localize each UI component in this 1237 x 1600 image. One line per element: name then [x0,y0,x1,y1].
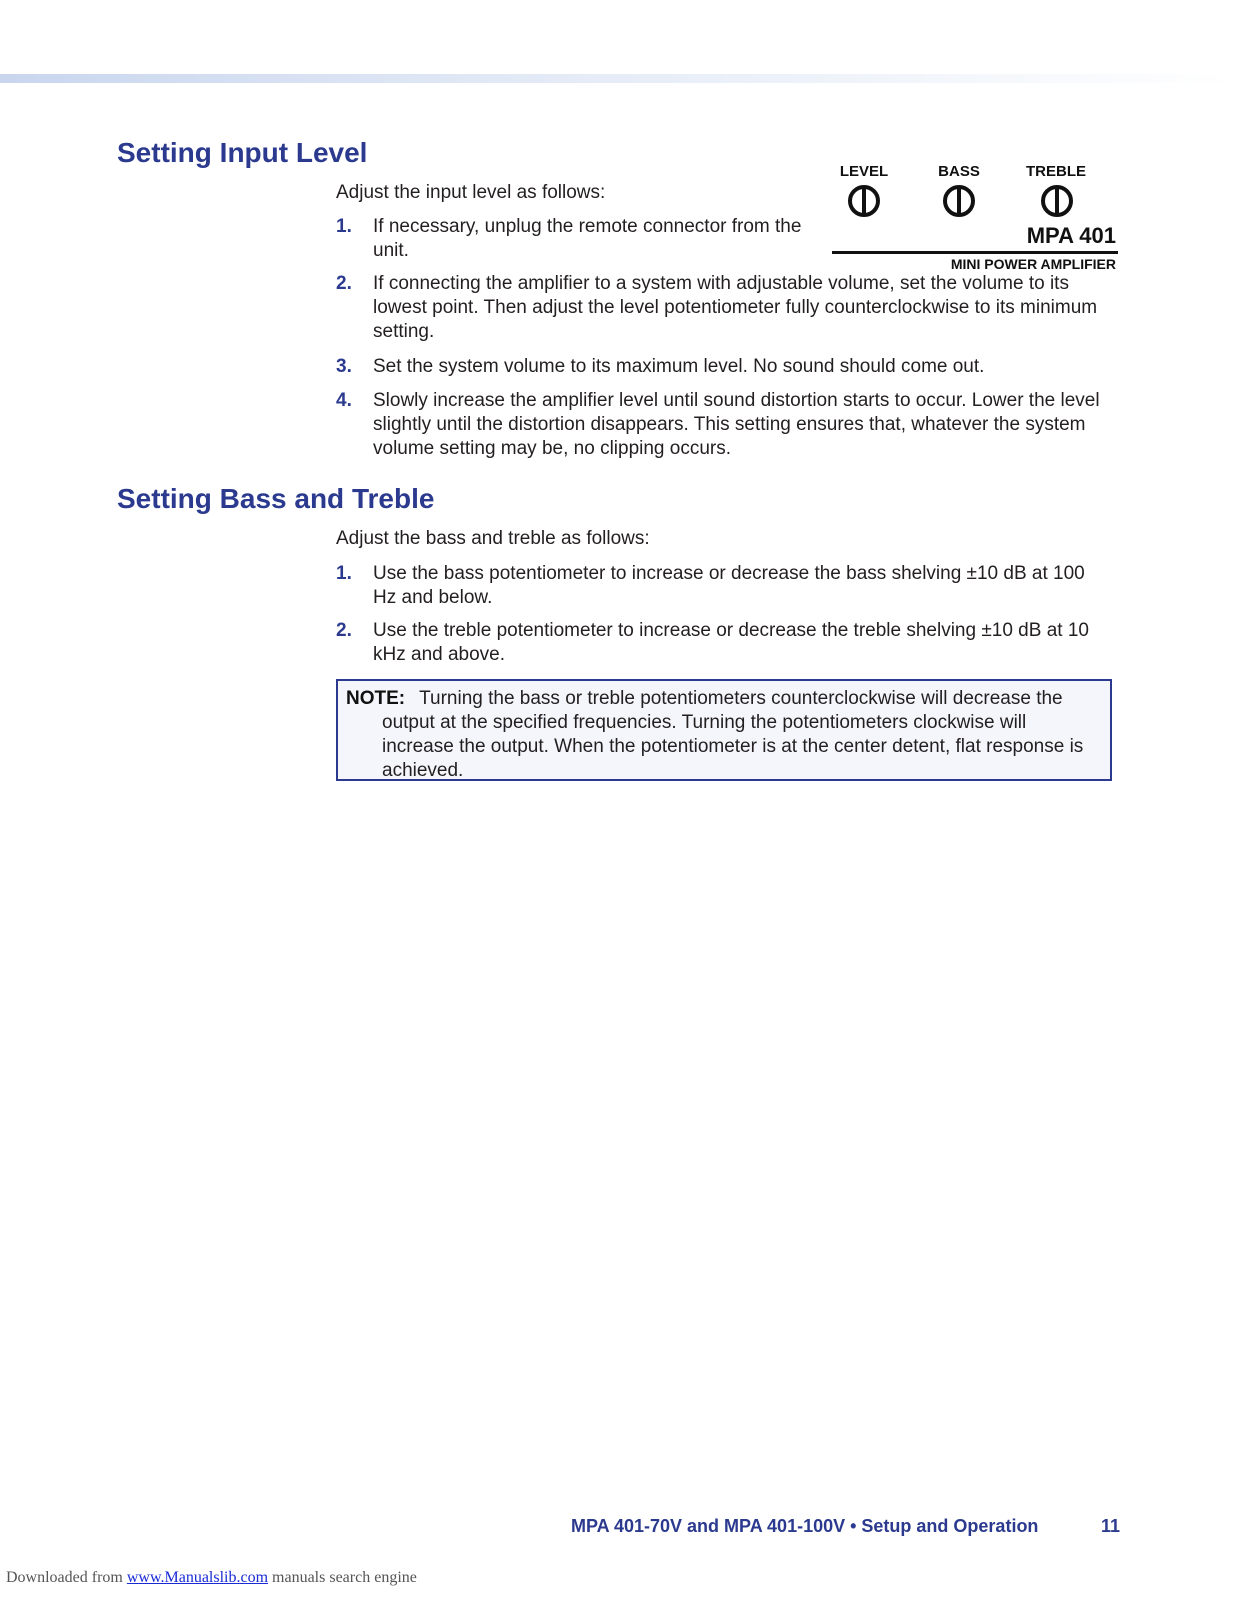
input-level-intro: Adjust the input level as follows: [336,182,606,203]
knob-label-treble: TREBLE [1026,163,1086,180]
knob-label-level: LEVEL [839,163,889,180]
step-text: Use the bass potentiometer to increase or decrease the bass shelving ±10 dB at 100 Hz and below. [373,563,1085,608]
input-level-step-3 [336,355,1126,379]
model-name: MPA 401 [1026,223,1116,248]
front-panel-diagram [832,155,1122,275]
step-number: 2. [336,273,352,294]
note-text: Turning the bass or treble potentiometers counterclockwise will decrease the output at the specified frequencies. Turning the potentiometers clockwise will increase the output. When the potentiometer is at the center detent, flat response is achieved. [382,688,1084,781]
bass-treble-step-2 [336,619,1096,667]
bass-knob-icon [942,184,976,218]
step-text: If necessary, unplug the remote connector from the unit. [373,216,802,261]
step-number: 1. [336,563,352,584]
download-suffix: manuals search engine [268,1569,417,1586]
footer-title: MPA 401-70V and MPA 401-100V • Setup and Operation [571,1516,1039,1536]
section-heading-input-level: Setting Input Level [117,137,368,168]
step-text: Use the treble potentiometer to increase or decrease the treble shelving ±10 dB at 10 kHz and above. [373,620,1089,665]
step-number: 1. [336,216,352,237]
bass-treble-intro: Adjust the bass and treble as follows: [336,528,650,549]
note-box [336,679,1112,781]
treble-knob-icon [1040,184,1074,218]
step-text: Slowly increase the amplifier level until sound distortion starts to occur. Lower the level slightly until the distortion disappears. This setting ensures that, whatever the system volume setting may be, no clipping occurs. [373,390,1100,459]
input-level-step-1 [336,215,836,263]
input-level-step-2 [336,272,1126,344]
section-heading-bass-treble: Setting Bass and Treble [117,483,435,514]
step-text: Set the system volume to its maximum level. No sound should come out. [373,356,985,377]
level-knob-icon [847,184,881,218]
input-level-step-4 [336,389,1126,461]
step-number: 2. [336,620,352,641]
header-band [0,74,1237,83]
bass-treble-step-1 [336,562,1096,610]
manualslib-link[interactable]: www.Manualslib.com [126,1569,269,1586]
step-number: 3. [336,356,352,377]
note-paragraph [346,687,1100,783]
page-number: 11 [1101,1516,1121,1536]
step-number: 4. [336,390,352,411]
download-notice [6,1569,417,1587]
panel-divider [832,251,1118,254]
knob-label-bass: BASS [938,163,980,180]
note-label: NOTE: [346,688,406,709]
download-prefix: Downloaded from [6,1569,127,1586]
step-text: If connecting the amplifier to a system with adjustable volume, set the volume to its lowest point. Then adjust the level potentiometer fully counterclockwise to its minimum setting. [373,273,1098,342]
model-subtitle: MINI POWER AMPLIFIER [950,256,1116,272]
